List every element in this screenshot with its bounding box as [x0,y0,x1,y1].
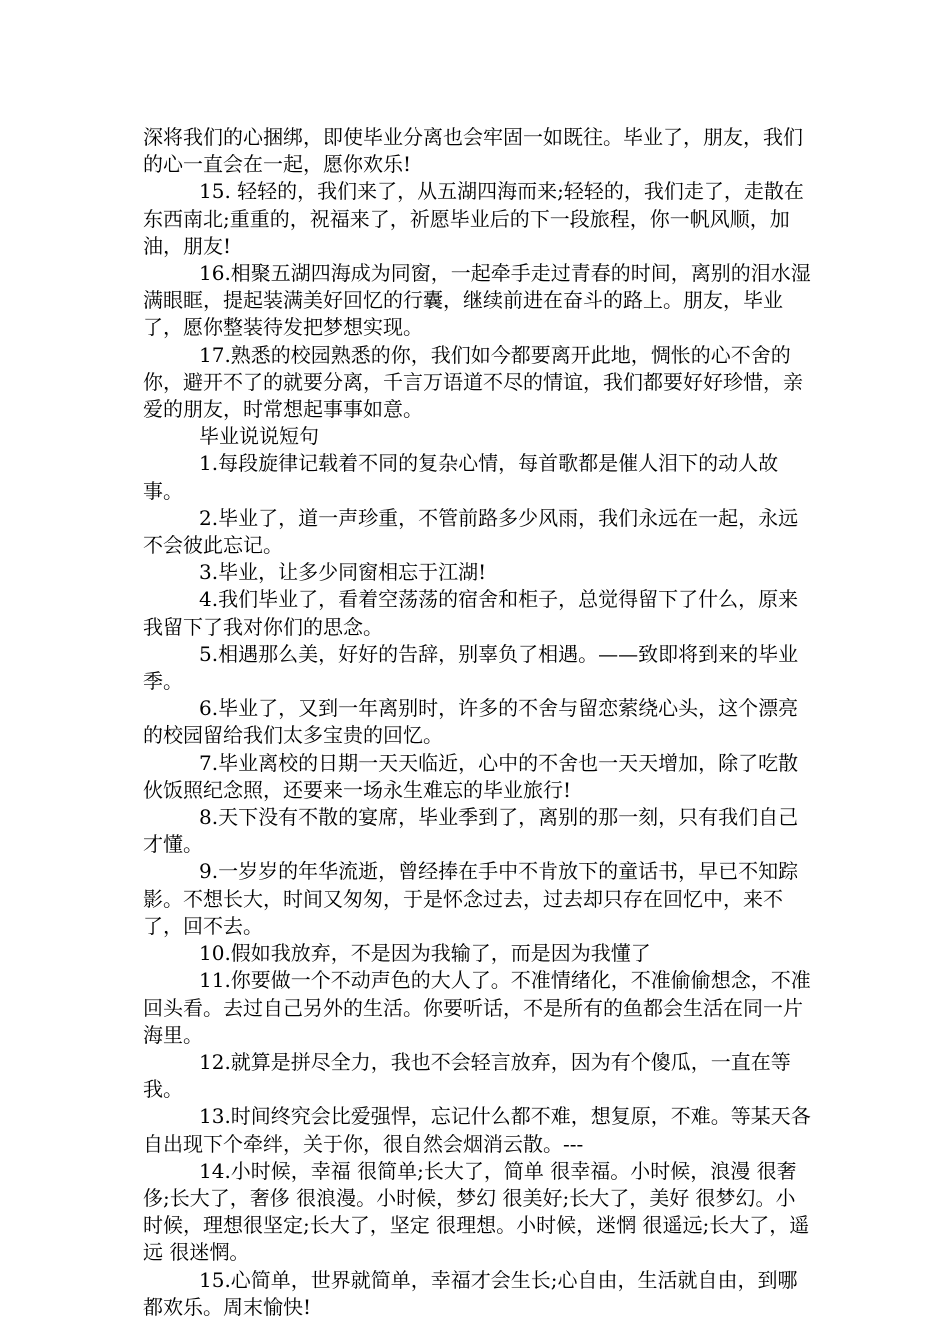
document-page [143,124,811,1321]
list-item-13: 13.时间终究会比爱强悍，忘记什么都不难，想复原，不难。等某天各自出现下个牵绊，关于你，很自然会烟消云散。--- [143,1104,811,1156]
list-item-1: 1.每段旋律记载着不同的复杂心情，每首歌都是催人泪下的动人故事。 [143,451,779,503]
section-heading: 毕业说说短句 [199,424,319,449]
list-item-7: 7.毕业离校的日期一天天临近，心中的不舍也一天天增加，除了吃散伙饭照纪念照，还要来一场永生难忘的毕业旅行! [143,750,799,802]
list-item-14: 14.小时候，幸福 很简单;长大了，简单 很幸福。小时候，浪漫 很奢侈;长大了，奢侈 很浪漫。小时候，梦幻 很美好;长大了，美好 很梦幻。小时候，理想很坚定;长大了，坚定 很理想。小时候，迷惘 很遥远;长大了，遥远 很迷惘。 [143,1158,810,1265]
paragraph-item-15: 15. 轻轻的，我们来了，从五湖四海而来;轻轻的，我们走了，走散在东西南北;重重的，祝福来了，祈愿毕业后的下一段旅程，你一帆风顺，加油，朋友! [143,179,804,258]
list-item-6: 6.毕业了，又到一年离别时，许多的不舍与留恋萦绕心头，这个漂亮的校园留给我们太多宝贵的回忆。 [143,696,799,748]
list-item-5: 5.相遇那么美，好好的告辞，别辜负了相遇。——致即将到来的毕业季。 [143,641,799,694]
paragraph-item-17: 17.熟悉的校园熟悉的你，我们如今都要离开此地，惆怅的心不舍的你，避开不了的就要分离，千言万语道不尽的情谊，我们都要好好珍惜，亲爱的朋友，时常想起事事如意。 [143,342,803,422]
paragraph-item-16: 16.相聚五湖四海成为同窗，一起牵手走过青春的时间，离别的泪水湿满眼眶，提起装满美好回忆的行囊，继续前进在奋斗的路上。朋友，毕业了，愿你整装待发把梦想实现。 [143,261,811,340]
list-item-9: 9.一岁岁的年华流逝，曾经捧在手中不肯放下的童话书，早已不知踪影。不想长大，时间又匆匆，于是怀念过去，过去却只存在回忆中，来不了，回不去。 [143,859,799,938]
paragraph-continued: 深将我们的心捆绑，即使毕业分离也会牢固一如既往。毕业了，朋友，我们的心一直会在一起，愿你欢乐! [143,125,803,177]
list-item-3: 3.毕业，让多少同窗相忘于江湖! [199,560,487,585]
list-item-11: 11.你要做一个不动声色的大人了。不准情绪化，不准偷偷想念，不准回头看。去过自己另外的生活。你要听话，不是所有的鱼都会生活在同一片海里。 [143,968,811,1047]
list-item-15: 15.心简单，世界就简单，幸福才会生长;心自由，生活就自由，到哪都欢乐。周末愉快! [143,1267,798,1319]
list-item-12: 12.就算是拼尽全力，我也不会轻言放弃，因为有个傻瓜，一直在等我。 [143,1049,791,1102]
list-item-4: 4.我们毕业了，看着空荡荡的宿舍和柜子，总觉得留下了什么，原来我留下了我对你们的思念。 [143,587,799,639]
list-item-2: 2.毕业了，道一声珍重，不管前路多少风雨，我们永远在一起，永远不会彼此忘记。 [143,505,799,558]
list-item-10: 10.假如我放弃，不是因为我输了，而是因为我懂了 [199,941,651,966]
list-item-8: 8.天下没有不散的宴席，毕业季到了，离别的那一刻，只有我们自己才懂。 [143,805,799,857]
